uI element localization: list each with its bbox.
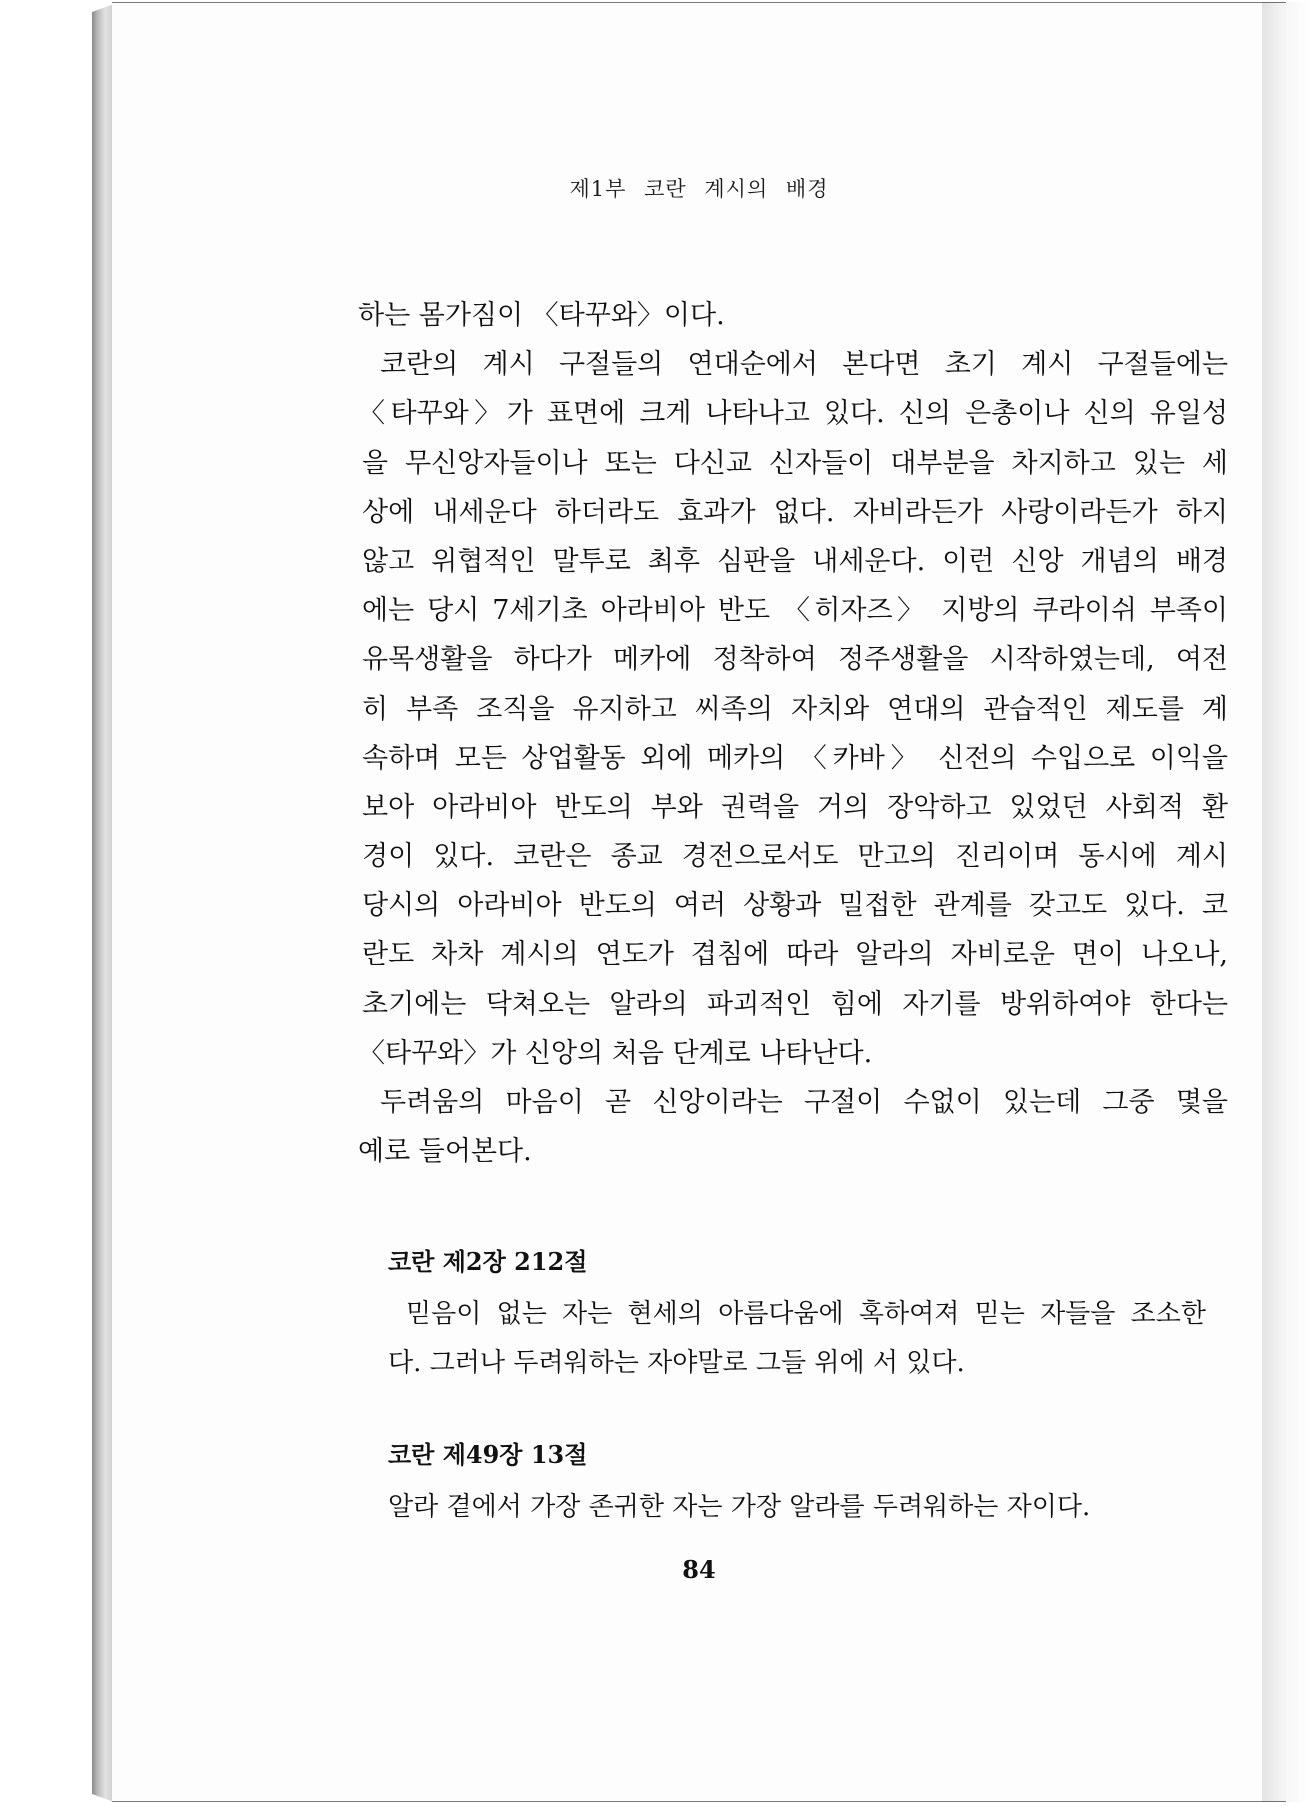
page-number: 84 [682,1555,716,1584]
body-line: 상에 내세운다 하더라도 효과가 없다. 자비라든가 사랑이라든가 하지 [362,496,1228,528]
body-text [358,291,1228,1176]
body-line: 초기에는 닥쳐오는 알라의 파괴적인 힘에 자기를 방위하여야 한다는 [362,988,1228,1020]
quote-block [388,1235,1206,1387]
body-line: 히 부족 조직을 유지하고 씨족의 자치와 연대의 관습적인 제도를 계 [362,693,1228,725]
body-line: 보아 아라비아 반도의 부와 권력을 거의 장악하고 있었던 사회적 환 [362,791,1228,823]
book-page [112,2,1286,1802]
body-line: 속하며 모든 상업활동 외에 메카의 〈카바〉 신전의 수입으로 이익을 [362,742,1228,774]
running-head: 제1부 코란 계시의 배경 [569,177,829,201]
body-line: 하는 몸가짐이 〈타꾸와〉이다. [358,300,725,331]
quote-title: 코란 제49장 13절 [388,1440,588,1469]
body-line: 〈타꾸와〉가 표면에 크게 나타나고 있다. 신의 은총이나 신의 유일성 [358,398,1228,430]
quote-block [388,1428,1206,1531]
body-line: 경이 있다. 코란은 종교 경전으로서도 만고의 진리이며 동시에 계시 [362,841,1228,873]
body-line: 〈타꾸와〉가 신앙의 처음 단계로 나타난다. [358,1037,873,1069]
body-line: 유목생활을 하다가 메카에 정착하여 정주생활을 시작하였는데, 여전 [362,644,1228,676]
quote-line: 믿음이 없는 자는 현세의 아름다움에 혹하여져 믿는 자들을 조소한 [406,1299,1206,1329]
body-line: 을 무신앙자들이나 또는 다신교 신자들이 대부분을 차지하고 있는 세 [362,447,1228,479]
body-line: 에는 당시 7세기초 아라비아 반도 〈히자즈〉 지방의 쿠라이쉬 부족이 [362,595,1228,627]
page-edge-shadow [1262,2,1311,1802]
body-line: 예로 들어본다. [358,1136,532,1168]
body-line: 코란의 계시 구절들의 연대순에서 본다면 초기 계시 구절들에는 [380,349,1228,381]
body-line: 않고 위협적인 말투로 최후 심판을 내세운다. 이런 신앙 개념의 배경 [362,545,1228,577]
quote-title: 코란 제2장 212절 [388,1247,588,1276]
quote-line: 알라 곁에서 가장 존귀한 자는 가장 알라를 두려워하는 자이다. [388,1492,1091,1522]
page-stack-edge [92,4,114,1802]
quote-line: 다. 그러나 두려워하는 자야말로 그들 위에 서 있다. [388,1348,965,1379]
body-line: 두려움의 마음이 곧 신앙이라는 구절이 수없이 있는데 그중 몇을 [380,1087,1228,1118]
body-line: 당시의 아라비아 반도의 여러 상황과 밀접한 관계를 갖고도 있다. 코 [362,890,1228,922]
body-line: 란도 차차 계시의 연도가 겹침에 따라 알라의 자비로운 면이 나오나, [362,939,1228,971]
